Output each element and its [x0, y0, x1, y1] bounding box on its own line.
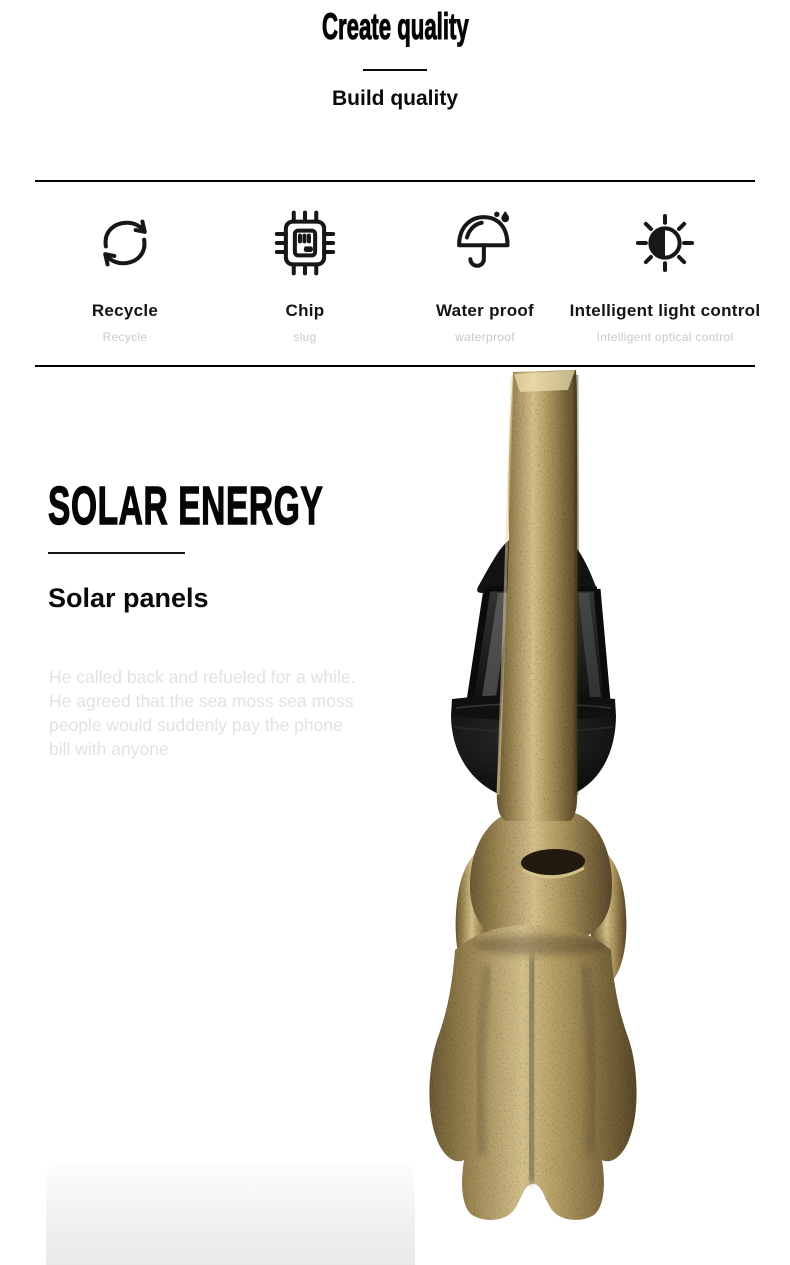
- umbrella-icon: [449, 207, 521, 279]
- feature-subtitle: Recycle: [102, 330, 148, 344]
- feature-subtitle: Intelligent optical control: [596, 330, 734, 344]
- feature-subtitle: slug: [293, 330, 317, 344]
- title-underline: [363, 69, 427, 71]
- chip-icon: [269, 207, 341, 279]
- feature-title: Intelligent light control: [569, 301, 761, 320]
- bottom-panel: [46, 1164, 415, 1265]
- solar-description: [49, 665, 389, 761]
- feature-chip: [215, 203, 395, 353]
- half-sun-icon: [629, 207, 701, 279]
- feature-subtitle: waterproof: [455, 330, 515, 344]
- solar-subheading: Solar panels: [48, 583, 209, 613]
- solar-description-line: He agreed that the sea moss sea moss: [49, 691, 354, 711]
- page-title: [0, 8, 790, 47]
- solar-underline: [48, 552, 185, 554]
- feature-light-control: [569, 203, 761, 353]
- solar-description-line: He called back and refueled for a while.: [49, 667, 356, 687]
- solar-description-line: bill with anyone: [49, 739, 169, 759]
- feature-title: Water proof: [435, 301, 535, 320]
- recycle-icon: [89, 207, 161, 279]
- page-subtitle: Build quality: [332, 87, 458, 110]
- product-photo-elephant-solar-lantern: [410, 365, 670, 1235]
- solar-heading-text: SOLAR ENERGY: [48, 476, 324, 536]
- feature-recycle: [35, 203, 215, 353]
- solar-description-line: people would suddenly pay the phone: [49, 715, 343, 735]
- divider-top: [35, 180, 755, 182]
- feature-title: Chip: [285, 301, 325, 320]
- feature-waterproof: [395, 203, 575, 353]
- features-row: [35, 203, 761, 353]
- feature-title: Recycle: [91, 301, 159, 320]
- page-title-text: Create quality: [321, 6, 469, 47]
